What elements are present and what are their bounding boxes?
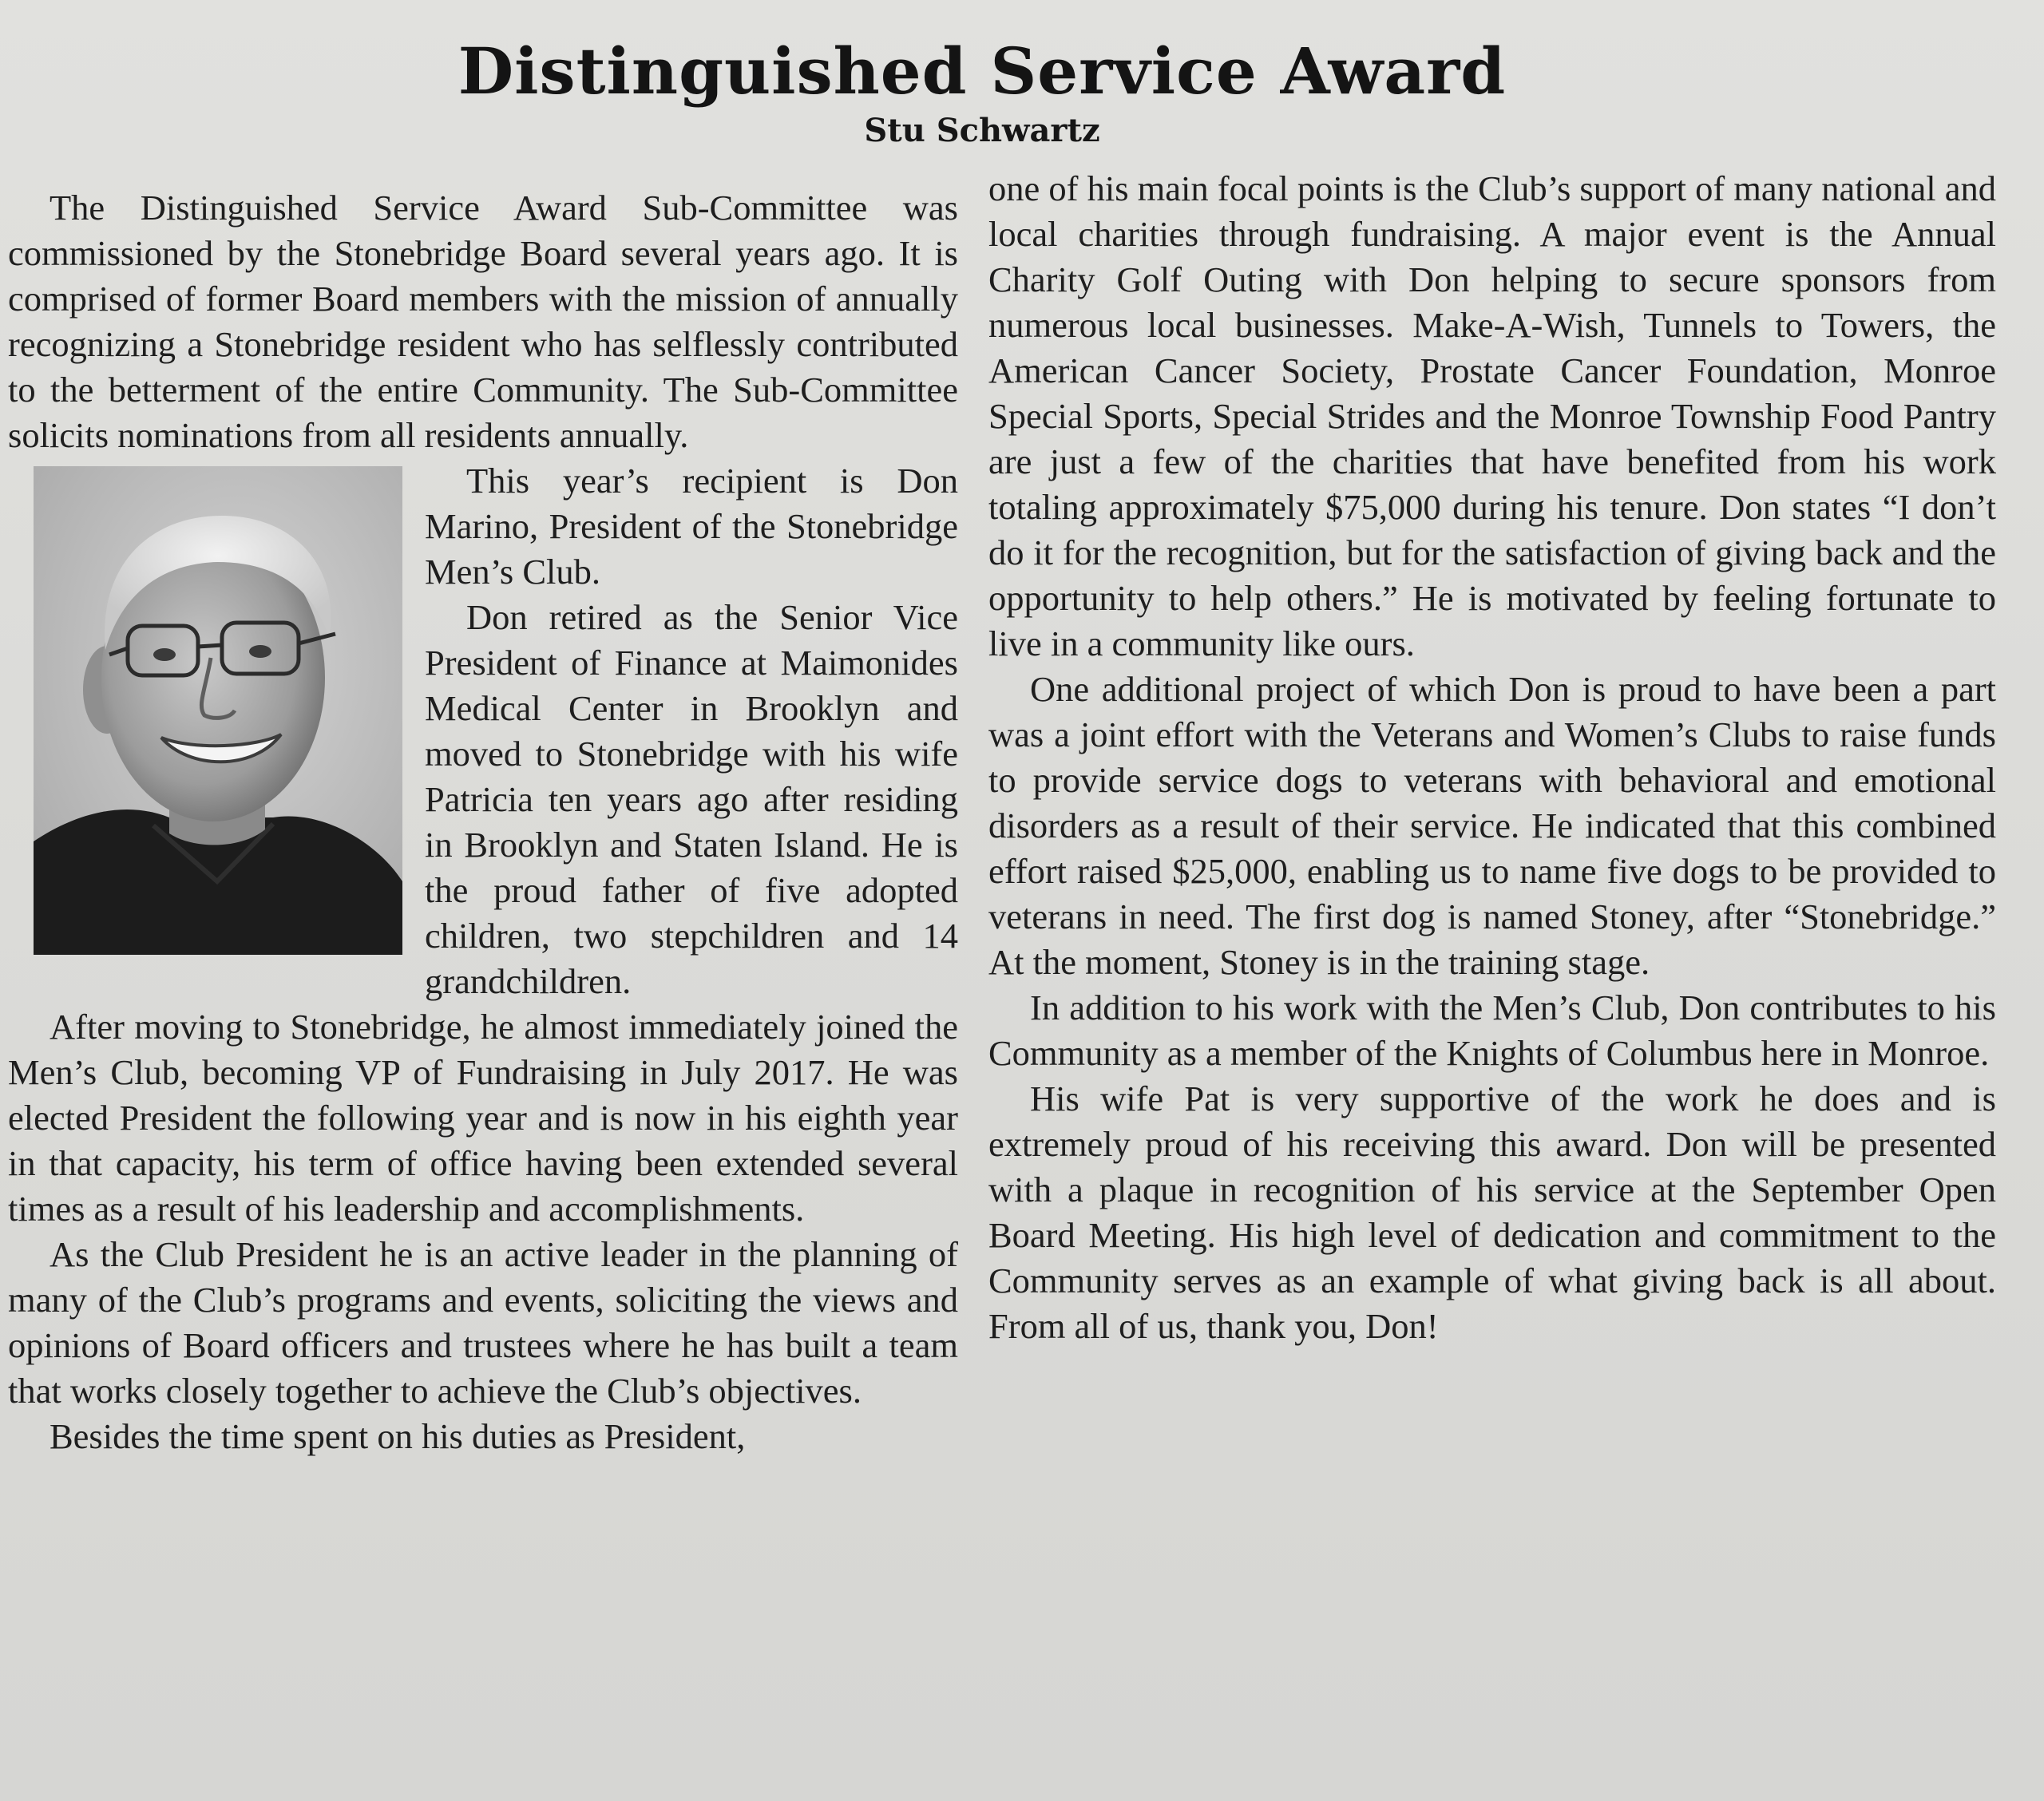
article-title: Distinguished Service Award: [458, 34, 1507, 109]
paragraph-committee: The Distinguished Service Award Sub-Committee was commissioned by the Stonebridge Board several years ago. It is comprised of former Board members with the mission of annually recognizing a Stonebridge resident who has selflessly contributed to the betterment of the entire Community. The Sub-Committee solicits nominations from all residents annually.: [8, 188, 958, 455]
paragraph-closing: His wife Pat is very supportive of the work he does and is extremely proud of his receiving this award. Don will be presented with a plaque in recognition of his service at the September Open Board Meeting. His high level of dedication and commitment to the Community serves as an example of what giving back is all about. From all of us, thank you, Don!: [988, 1079, 1996, 1346]
paragraph-duties: Besides the time spent on his duties as President,: [50, 1416, 746, 1456]
paragraph-recipient: This year’s recipient is Don Marino, President of the Stonebridge Men’s Club.: [425, 461, 958, 592]
right-column: [988, 166, 1996, 1349]
article-byline: Stu Schwartz: [864, 112, 1100, 149]
portrait-photo-icon: [34, 466, 402, 955]
portrait-photo: [34, 466, 402, 955]
paragraph-service-dogs: One additional project of which Don is proud to have been a part was a joint effort with the Veterans and Women’s Clubs to raise funds to provide service dogs to veterans with behavioral and emotional disorders as a result of their service. He indicated that this combined effort raised $25,000, enabling us to name five dogs to be provided to veterans in need. The first dog is named Stoney, after “Stonebridge.” At the moment, Stoney is in the training stage.: [988, 669, 1996, 982]
paragraph-club-president: As the Club President he is an active leader in the planning of many of the Club’s programs and events, soliciting the views and opinions of Board officers and trustees where he has built a team that works closely together to achieve the Club’s objectives.: [8, 1234, 958, 1411]
paragraph-background: Don retired as the Senior Vice President of Finance at Maimonides Medical Center in Brooklyn and moved to Stonebridge with his wife Patricia ten years ago after residing in Brooklyn and Staten Island. He is the proud father of five adopted children, two stepchildren and 14 grandchildren.: [425, 597, 958, 1001]
left-column: [8, 185, 958, 1459]
paragraph-mens-club: After moving to Stonebridge, he almost immediately joined the Men’s Club, becoming VP of Fundraising in July 2017. He was elected President the following year and is now in his eighth year in that capacity, his term of office having been extended several times as a result of his leadership and accomplishments.: [8, 1007, 958, 1229]
paragraph-charities: one of his main focal points is the Club’s support of many national and local charities through fundraising. A major event is the Annual Charity Golf Outing with Don helping to secure sponsors from numerous local businesses. Make-A-Wish, Tunnels to Towers, the American Cancer Society, Prostate Cancer Foundation, Monroe Special Sports, Special Strides and the Monroe Township Food Pantry are just a few of the charities that have benefited from his work totaling approximately $75,000 during his tenure. Don states “I don’t do it for the recognition, but for the satisfaction of giving back and the opportunity to help others.” He is motivated by feeling fortunate to live in a community like ours.: [988, 168, 1996, 663]
paragraph-knights: In addition to his work with the Men’s Club, Don contributes to his Community as a member of the Knights of Columbus here in Monroe.: [988, 988, 1996, 1073]
